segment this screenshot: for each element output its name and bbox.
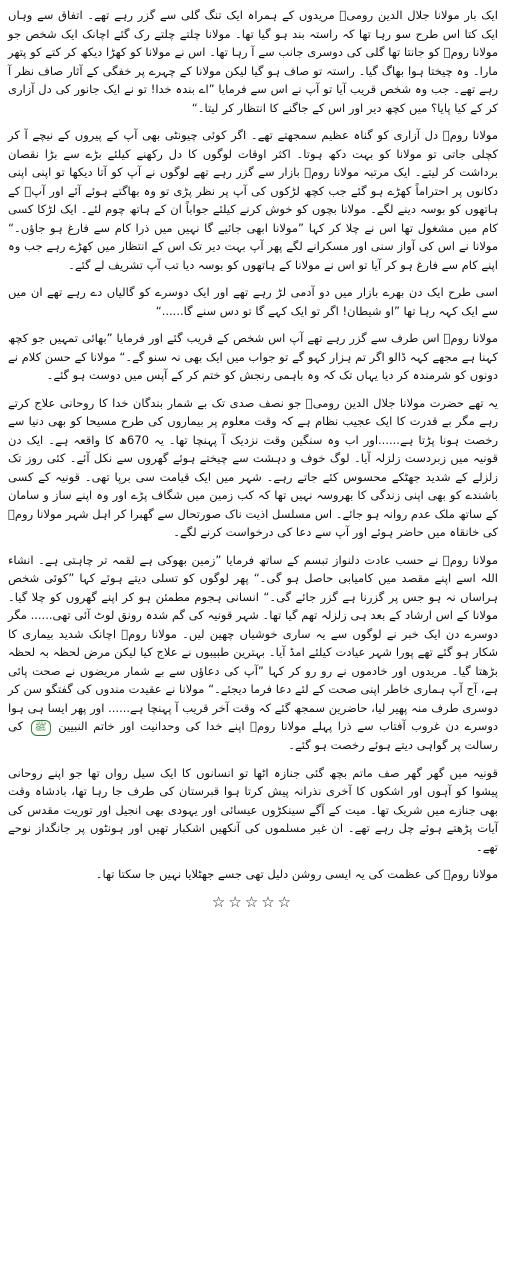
article-paragraph-6	[8, 551, 498, 755]
article-paragraph-2: مولانا رومؒ دل آزاری کو گناہ عظیم سمجھتے تھے۔ اگر کوئی چیونٹی بھی آپ کے پیروں کے نیچے آ کر کچلی جاتی تو مولانا کو بہت دکھ ہوتا۔ اکثر اوقات لوگوں کا دل رکھنے کیلئے بڑے سے بڑا نقصان برداشت کر لیتے۔ ایک مرتبہ مولانا رومؒ بازار سے گزر رہے تھے لوگوں نے آپ کو آتا دیکھا تو اپنی اپنی دکانوں پر احتراماً کھڑے ہو گئے جب کچھ لڑکوں کی آپ پر نظر پڑی تو وہ بھاگتے ہوئے آئے اور آپؒ کے ہاتھوں کو بوسہ دینے لگے۔ مولانا بچوں کو خوش کرنے کیلئے جواباً ان کے ہاتھ چوم لئے۔ ایک لڑکا کسی کام میں مشغول تھا اس نے چلا کر کہا ”مولانا ابھی جائیے گا نہیں میں ذرا کام سے فارغ ہو جاؤں۔“ مولانا نے اس کی آواز سنی اور مسکرانے لگے پھر آپ بہت دیر تک اس کے انتظار میں کھڑے رہے جب وہ اپنے کام سے فارغ ہو کر آیا تو اس نے مولانا کے ہاتھوں کو بوسہ دیا تب آپ تشریف لے گئے۔	[8, 128, 498, 272]
paragraph-6-text: مولانا رومؒ نے حسب عادت دلنواز تبسم کے ساتھ فرمایا ”زمین بھوکی ہے لقمہ تر چاہتی ہے۔ انشاء اللہ اسے اپنے مقصد میں کامیابی حاصل ہو گی۔“ پھر لوگوں کو تسلی دیتے ہوئے کہا ”کوئی شخص ہراساں نہ ہو جس پر گزرنا ہے گزر جائے گی۔“ انسانی ہجوم مطمئن ہو کر اپنے گھروں کو چلا گیا۔ مولانا کے اس ارشاد کے بعد ہی زلزلہ تھم گیا تھا۔ شہر قونیہ کی گم شدہ رونق لوٹ آئی تھی...... مگر دوسرے دن ایک خبر نے لوگوں سے یہ ساری خوشیاں چھین لیں۔ مولانا رومؒ اچانک شدید بیماری کا شکار ہو گئے تھے پورا شہر عیادت کیلئے امڈ آیا۔ بہترین طبیبوں نے علاج کیا لیکن مرض لحظہ بہ لحظہ بڑھتا گیا۔ مریدوں اور خادموں نے رو رو کر کہا ”آپ کی دعاؤں سے بے شمار مریضوں نے صحت پائی ہے، آج آپ ہماری خاطر اپنی صحت کے لئے دعا فرما دیجئے۔“ مولانا نے عقیدت مندوں کی گفتگو سن کر دوسری طرف منہ پھیر لیا، حاضرین سمجھ گئے کہ وقت آخر قریب آ پہنچا ہے...... اور پھر ایسا ہی ہوا دوسرے دن غروب آفتاب سے ذرا پہلے مولانا رومؒ اپنے خدا کی وحدانیت اور خاتم النبیین	[8, 552, 499, 733]
article-paragraph-5: یہ تھے حضرت مولانا جلال الدین رومیؒ جو نصف صدی تک بے شمار بندگان خدا کا روحانی علاج کرتے رہے مگر بے قدرت کا ایک عجیب نظام ہے کہ وقت معلوم پر بیماروں کی طرح مسیحا کو بھی دنیا سے رخصت ہونا پڑتا ہے......اور اب وہ سنگین وقت نزدیک آ پہنچا تھا۔ یہ 670ھ کا واقعہ ہے۔ ایک دن قونیہ میں زبردست زلزلہ آیا۔ لوگ خوف و دہشت سے چیختے ہوئے گھروں سے نکل آئے۔ کئی روز تک زلزلے کے شدید جھٹکے محسوس کئے جاتے رہے۔ شہر میں ایک قیامت سی برپا تھی۔ قونیہ کے کسی باشندے کو بھی اپنی زندگی کا بھروسہ نہیں تھا کہ کب زمین میں شگاف پڑے اور وہ اپنے ساز و سامان کے ساتھ ملک عدم روانہ ہو جائے۔ اس مسلسل اذیت ناک صورتحال سے گھبرا کر اہل شہر مولانا رومؒ کی خانقاہ میں حاضر ہوئے اور آپ سے دعا کی درخواست کرنے لگے۔	[8, 395, 498, 539]
article-paragraph-7: قونیہ میں گھر گھر صف ماتم بچھ گئی جنازہ اٹھا تو انسانوں کا ایک سیل رواں تھا جو اپنے روحانی پیشوا کو آہوں اور اشکوں کا آخری نذرانہ پیش کرتا ہوا قبرستان کی طرف جا رہا تھا، بادشاہ وقت بھی جنازے میں شریک تھا۔ میت کے آگے سینکڑوں عیسائی اور یہودی بھی انجیل اور توریت مقدس کی آیات پڑھتے ہوئے چل رہے تھے۔ ان غیر مسلموں کی آنکھیں اشکبار تھیں اور ہونٹوں پر جانگداز نوحے تھے۔	[8, 765, 498, 854]
article-paragraph-8: مولانا رومؒ کی عظمت کی یہ ایسی روشن دلیل تھی جسے جھٹلایا نہیں جا سکتا تھا۔	[95, 867, 498, 881]
blessing-symbol: ﷺ	[31, 720, 51, 736]
article-paragraph-4: مولانا رومؒ اس طرف سے گزر رہے تھے آپ اس شخص کے قریب گئے اور فرمایا ”بھائی تمہیں جو کچھ کہنا ہے مجھے کہہ ڈالو اگر تم ہزار کہو گے تو جواب میں ایک بھی نہ سنو گے۔“ مولانا کے حسن کلام نے دونوں کو شرمندہ کر دیا یہاں تک کہ وہ باہمی رنجش کو ختم کر کے آپس میں دوست ہو گئے۔	[8, 331, 498, 382]
end-stars: ☆☆☆☆☆	[211, 892, 295, 911]
article-paragraph-3: اسی طرح ایک دن بھرے بازار میں دو آدمی لڑ رہے تھے اور ایک دوسرے کو گالیاں دے رہے تھے ان میں سے ایک کہہ رہا تھا ”او شیطان! اگر تو ایک کہے گا تو دس سنے گا......“	[8, 285, 498, 318]
article-paragraph-1: ایک بار مولانا جلال الدین رومیؒ مریدوں کے ہمراہ ایک تنگ گلی سے گزر رہے تھے۔ اتفاق سے وہاں ایک کتا اس طرح سو رہا تھا کہ راستہ بند ہو گیا تھا۔ مولانا چلتے چلتے رک گئے اچانک ایک شخص جو مولانا رومؒ کو جانتا تھا گلی کی دوسری جانب سے آ رہا تھا۔ اس نے مولانا کو کھڑا دیکھ کر کتے کو پتھر مارا۔ وہ چیختا ہوا بھاگ گیا۔ راستہ تو صاف ہو گیا لیکن مولانا کے چہرے پر خفگی کے آثار صاف نظر آ رہے تھے۔ جب وہ شخص قریب آیا تو آپ نے اس سے فرمایا ”اے بندہ خدا! تو نے ایک جانور کی دل آزاری کر کے کیا پایا؟ میں کچھ دیر اور اس کے جاگنے کا انتظار کر لیتا۔“	[8, 8, 498, 115]
paragraph-6-closing: کی رسالت پر گواہی دیتے ہوئے رخصت ہو گئے۔	[8, 719, 498, 752]
